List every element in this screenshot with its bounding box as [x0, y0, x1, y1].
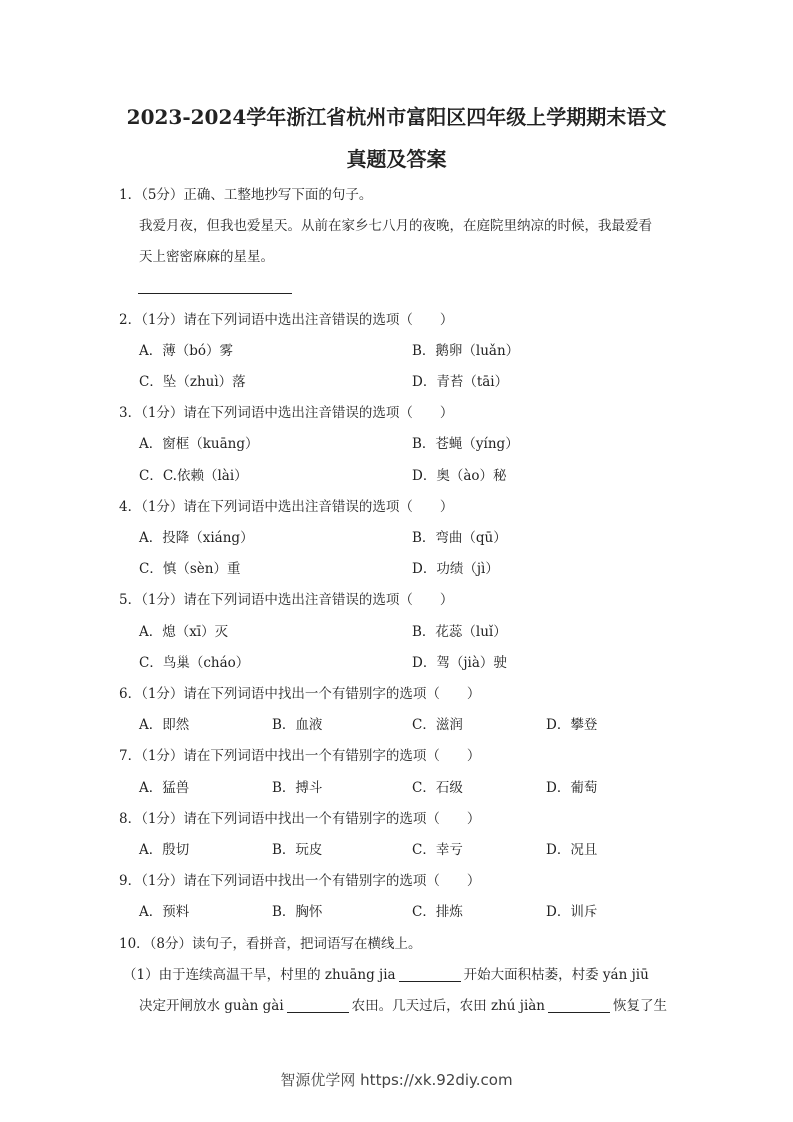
question-7-option-b: B．搏斗: [272, 780, 323, 796]
question-6-option-c: C．滋润: [412, 717, 463, 733]
document-title-line2: 真题及答案: [346, 147, 447, 171]
answer-blank[interactable]: [399, 967, 461, 982]
question-1-passage-line1: 我爱月夜，但我也爱星天。从前在家乡七八月的夜晚，在庭院里纳凉的时候，我最爱看: [139, 218, 652, 234]
question-3-option-b: B．苍蝇（yíng）: [412, 436, 519, 452]
answer-line: [138, 293, 292, 294]
question-9-option-b: B．胸怀: [272, 904, 323, 920]
answer-blank[interactable]: [548, 998, 610, 1013]
question-4-stem: 4．（1分）请在下列词语中选出注音错误的选项（ ）: [119, 499, 454, 515]
question-8-option-b: B．玩皮: [272, 842, 323, 858]
question-9-option-d: D．训斥: [546, 904, 598, 920]
question-5-option-a: A．熄（xī）灭: [139, 624, 229, 640]
question-2-option-d: D．青苔（tāi）: [412, 374, 509, 390]
question-5-option-d: D．驾（jià）驶: [412, 655, 507, 671]
question-1-passage-line2: 天上密密麻麻的星星。: [139, 249, 274, 265]
question-5-option-b: B．花蕊（luǐ）: [412, 624, 507, 640]
question-2-option-b: B．鹅卵（luǎn）: [412, 343, 520, 359]
question-4-option-a: A．投降（xiáng）: [139, 530, 254, 546]
question-7-option-c: C．石级: [412, 780, 463, 796]
question-2-option-a: A．薄（bó）雾: [139, 343, 234, 359]
question-6-option-a: A．即然: [139, 717, 190, 733]
question-9-stem: 9．（1分）请在下列词语中找出一个有错别字的选项（ ）: [119, 873, 481, 889]
question-10-sentence-line1: [123, 966, 649, 984]
question-5-option-c: C．鸟巢（cháo）: [139, 655, 250, 671]
question-8-option-a: A．殷切: [139, 842, 190, 858]
question-4-option-c: C．慎（sèn）重: [139, 561, 241, 577]
question-3-option-a: A．窗框（kuāng）: [139, 436, 259, 452]
question-3-option-c: C．C.依赖（lài）: [139, 468, 248, 484]
question-10-stem: 10．（8分）读句子，看拼音，把词语写在横线上。: [119, 936, 422, 952]
question-8-stem: 8．（1分）请在下列词语中找出一个有错别字的选项（ ）: [119, 811, 481, 827]
question-7-option-a: A．猛兽: [139, 780, 190, 796]
question-6-option-b: B．血液: [272, 717, 323, 733]
document-title: 2023-2024学年浙江省杭州市富阳区四年级上学期期末语文: [126, 105, 667, 129]
question-2-option-c: C．坠（zhuì）落: [139, 374, 246, 390]
question-6-stem: 6．（1分）请在下列词语中找出一个有错别字的选项（ ）: [119, 686, 481, 702]
sentence-text: 农田。几天过后，农田 zhú jiàn: [351, 998, 546, 1014]
question-10-sentence-line2: [139, 997, 667, 1015]
question-7-stem: 7．（1分）请在下列词语中找出一个有错别字的选项（ ）: [119, 748, 481, 764]
sentence-text: （1）由于连续高温干旱，村里的 zhuāng jia: [123, 967, 396, 983]
sentence-text: 恢复了生: [613, 998, 668, 1014]
footer-watermark: 智源优学网 https://xk.92diy.com: [280, 1071, 513, 1089]
question-5-stem: 5．（1分）请在下列词语中选出注音错误的选项（ ）: [119, 592, 454, 608]
sentence-text: 开始大面积枯萎，村委 yán jiū: [463, 967, 649, 983]
question-1-stem: 1．（5分）正确、工整地抄写下面的句子。: [119, 187, 373, 203]
question-3-stem: 3．（1分）请在下列词语中选出注音错误的选项（ ）: [119, 405, 454, 421]
sentence-text: 决定开闸放水 guàn gài: [139, 998, 284, 1014]
question-2-stem: 2．（1分）请在下列词语中选出注音错误的选项（ ）: [119, 312, 454, 328]
question-4-option-d: D．功绩（jì）: [412, 561, 499, 577]
question-3-option-d: D．奥（ào）秘: [412, 468, 507, 484]
question-9-option-c: C．排炼: [412, 904, 463, 920]
question-7-option-d: D．葡萄: [546, 780, 598, 796]
question-4-option-b: B．弯曲（qū）: [412, 530, 507, 546]
question-8-option-c: C．幸亏: [412, 842, 463, 858]
question-8-option-d: D．况且: [546, 842, 598, 858]
question-9-option-a: A．预料: [139, 904, 190, 920]
question-6-option-d: D．攀登: [546, 717, 598, 733]
answer-blank[interactable]: [287, 998, 349, 1013]
